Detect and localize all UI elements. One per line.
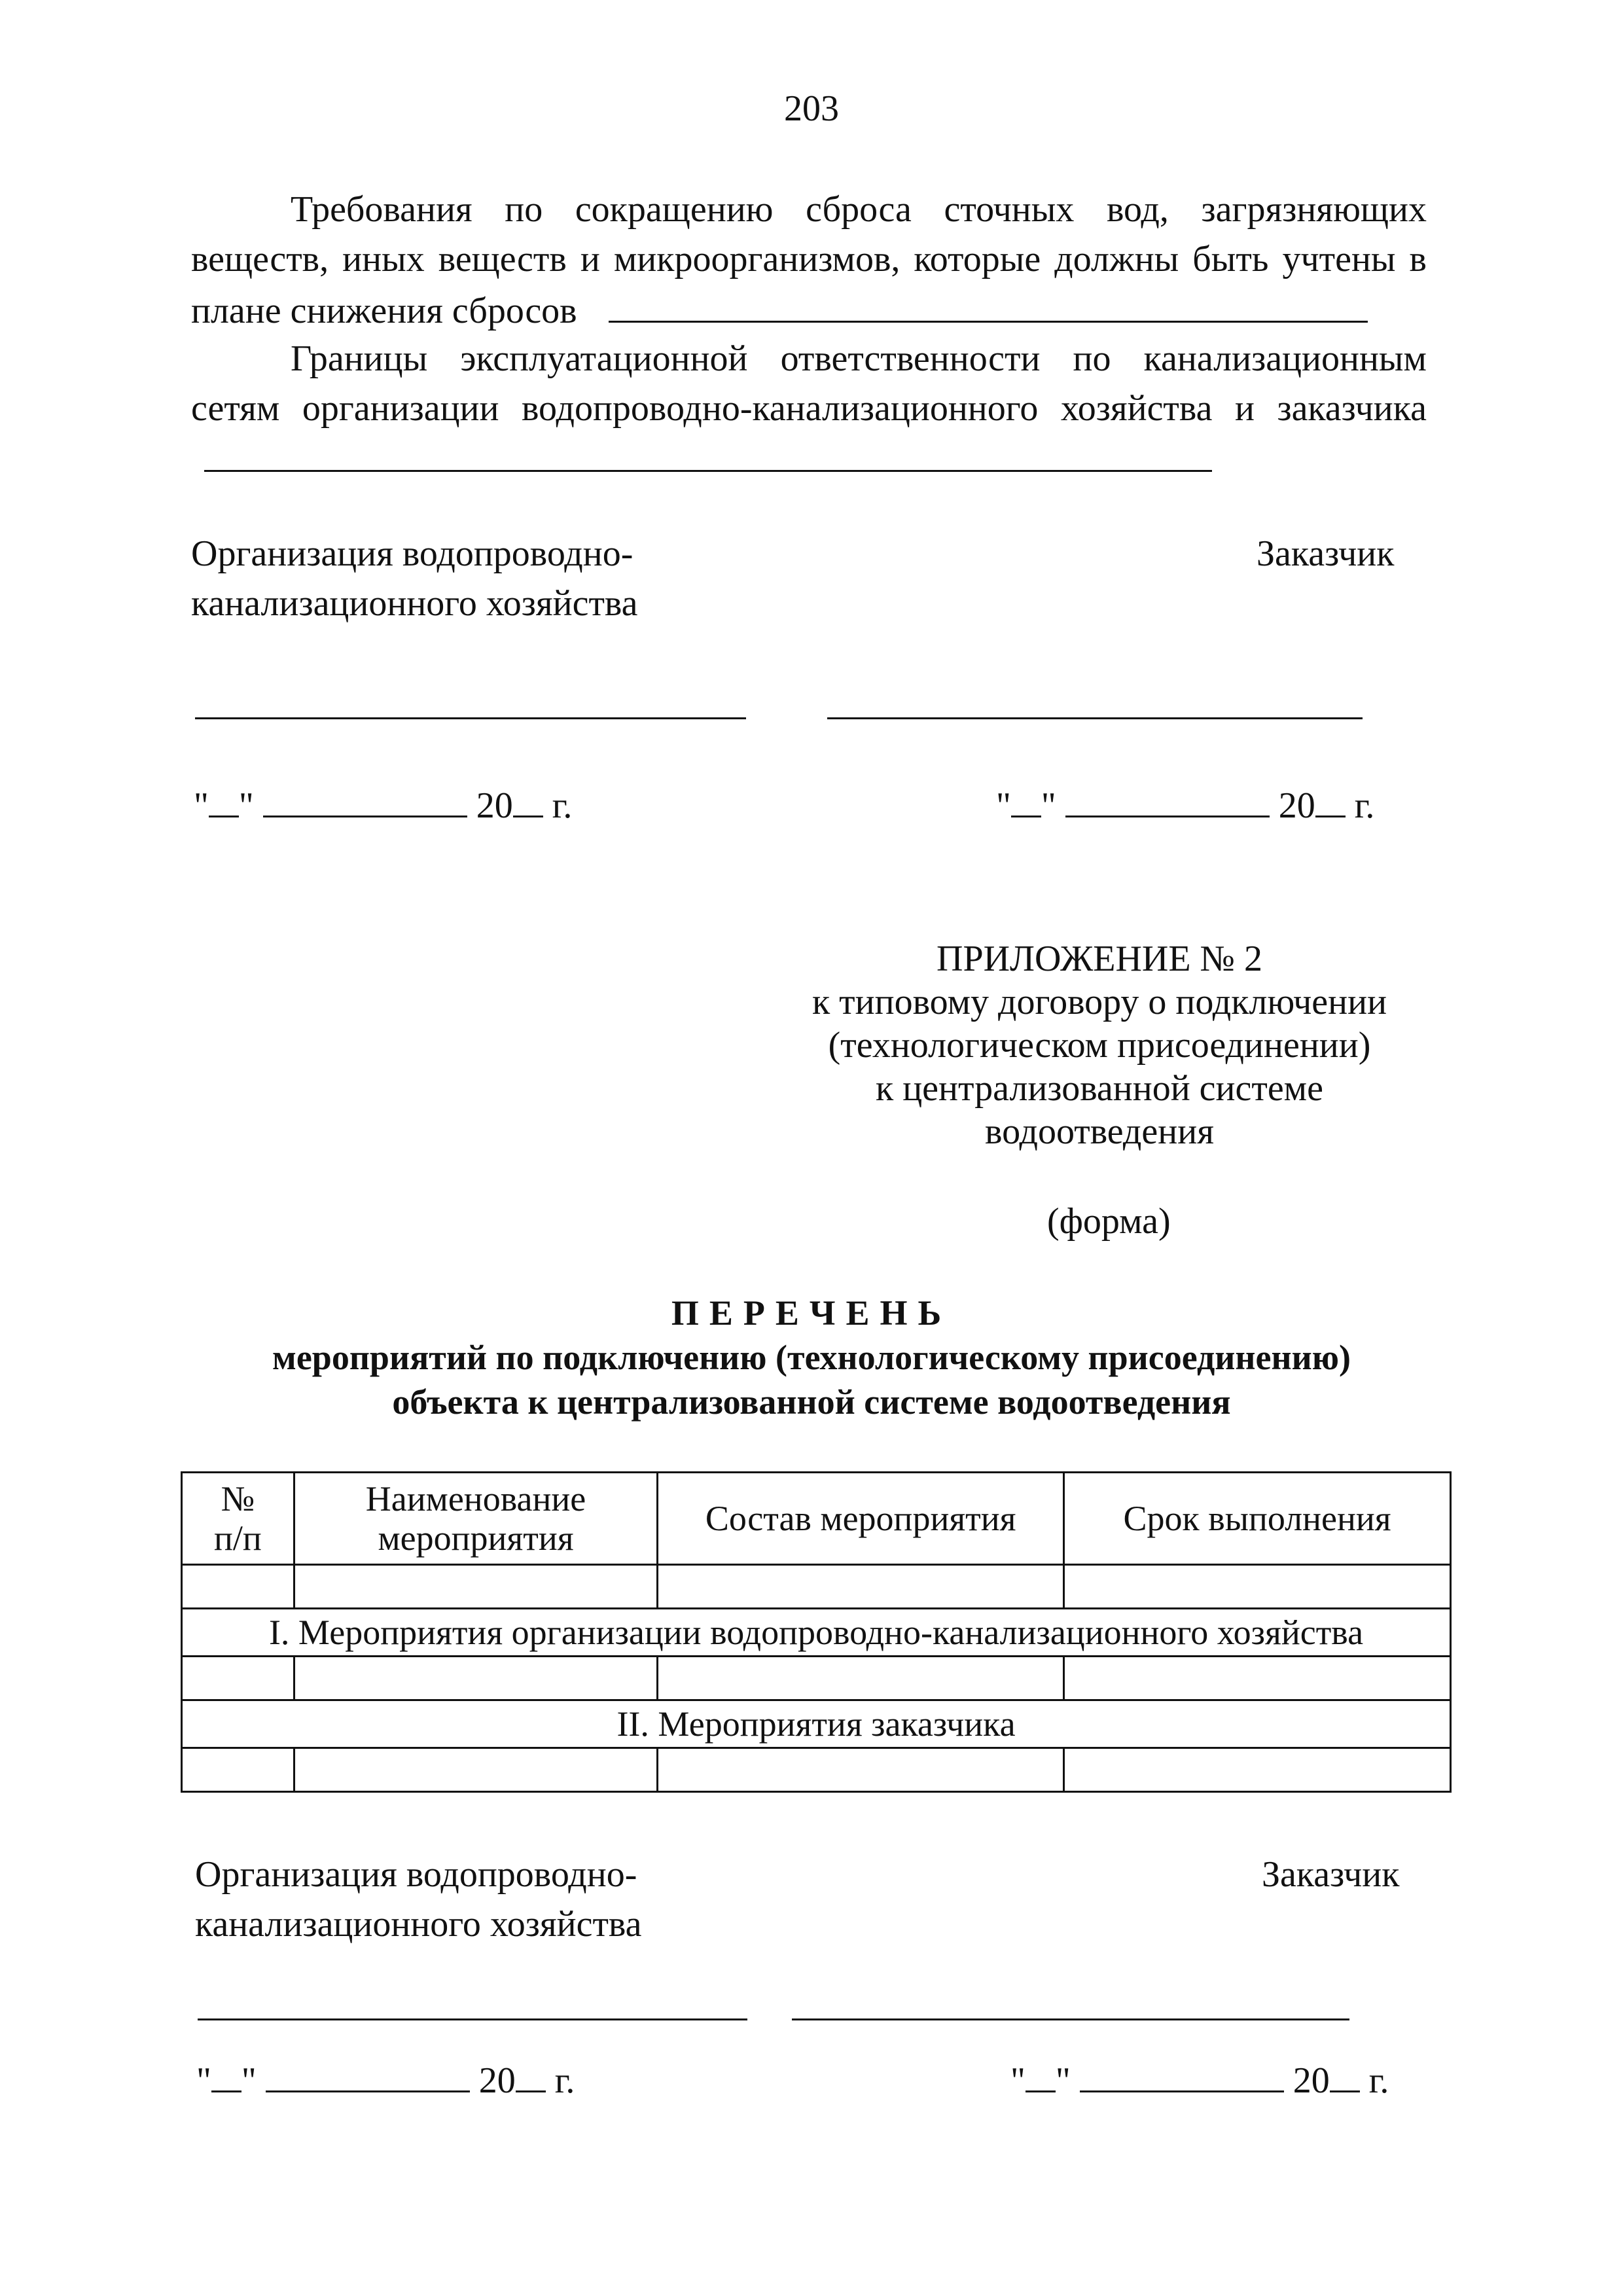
table-cell[interactable] <box>294 1748 658 1792</box>
measures-table <box>181 1471 1452 1793</box>
bottom-org-signature-title <box>195 1850 641 1949</box>
page-number: 203 <box>784 88 839 129</box>
title-line2: объекта к централизованной системе водоотведения <box>392 1382 1231 1422</box>
month-blank[interactable] <box>1065 783 1270 817</box>
table-cell[interactable] <box>182 1657 294 1700</box>
top-org-title-line2: канализационного хозяйства <box>191 583 638 624</box>
table-cell[interactable] <box>294 1565 658 1609</box>
section-org-title: I. Мероприятия организации водопроводно-канализационного хозяйства <box>182 1609 1451 1657</box>
table-header-row <box>182 1473 1451 1565</box>
year-blank[interactable] <box>1330 2058 1360 2092</box>
table-cell[interactable] <box>294 1657 658 1700</box>
boundaries-blank-line[interactable] <box>204 433 1212 472</box>
top-customer-signature-line[interactable] <box>827 717 1363 719</box>
year-blank[interactable] <box>513 783 543 817</box>
header-deadline: Срок выполнения <box>1064 1473 1451 1565</box>
top-org-signature-title <box>191 529 637 628</box>
document-title <box>0 1291 1623 1424</box>
day-blank[interactable] <box>209 783 239 817</box>
table-row <box>182 1657 1451 1700</box>
title-heading: ПЕРЕЧЕНЬ <box>671 1293 952 1333</box>
requirements-text: Требования по сокращению сброса сточных вод, загрязняющих веществ, иных веществ и микроорганизмов, которые должны быть учтены в плане снижения сбросов <box>191 189 1427 331</box>
month-blank[interactable] <box>1080 2058 1284 2092</box>
year-blank[interactable] <box>516 2058 546 2092</box>
table-cell[interactable] <box>1064 1565 1451 1609</box>
month-blank[interactable] <box>266 2058 470 2092</box>
requirements-blank-line[interactable] <box>609 284 1368 323</box>
bottom-org-signature-line[interactable] <box>198 2018 747 2020</box>
table-cell[interactable] <box>182 1748 294 1792</box>
bottom-org-title-line1: Организация водопроводно- <box>195 1854 637 1895</box>
appendix-line4: к централизованной системе <box>876 1068 1323 1109</box>
bottom-org-date: " " 20 г. <box>196 2058 575 2100</box>
appendix-line5: водоотведения <box>985 1111 1214 1152</box>
bottom-customer-signature-line[interactable] <box>792 2018 1349 2020</box>
table-row <box>182 1748 1451 1792</box>
section-row-org <box>182 1609 1451 1657</box>
day-blank[interactable] <box>1026 2058 1056 2092</box>
year-blank[interactable] <box>1315 783 1346 817</box>
table-cell[interactable] <box>658 1657 1064 1700</box>
boundaries-text: Границы эксплуатационной ответственности по канализационным сетям организации водопроводно-канализационного хозяйства и заказчика <box>191 338 1427 429</box>
bottom-customer-date: " " 20 г. <box>1010 2058 1389 2100</box>
form-label: (форма) <box>1047 1201 1171 1242</box>
header-num: № п/п <box>182 1473 294 1565</box>
appendix-line3: (технологическом присоединении) <box>828 1025 1371 1066</box>
table-cell[interactable] <box>658 1748 1064 1792</box>
bottom-customer-signature-title: Заказчик <box>1262 1854 1400 1895</box>
requirements-paragraph <box>191 185 1427 336</box>
table-cell[interactable] <box>1064 1657 1451 1700</box>
section-customer-title: II. Мероприятия заказчика <box>182 1700 1451 1748</box>
appendix-line2: к типовому договору о подключении <box>812 982 1387 1022</box>
table-cell[interactable] <box>182 1565 294 1609</box>
day-blank[interactable] <box>211 2058 241 2092</box>
header-name: Наименование мероприятия <box>294 1473 658 1565</box>
top-customer-date: " " 20 г. <box>996 783 1374 825</box>
table-cell[interactable] <box>658 1565 1064 1609</box>
table-row <box>182 1565 1451 1609</box>
boundaries-paragraph <box>191 334 1427 485</box>
top-org-signature-line[interactable] <box>195 717 746 719</box>
appendix-header <box>746 937 1453 1153</box>
bottom-org-title-line2: канализационного хозяйства <box>195 1904 642 1945</box>
top-org-date: " " 20 г. <box>194 783 572 825</box>
table-cell[interactable] <box>1064 1748 1451 1792</box>
top-customer-signature-title: Заказчик <box>1257 533 1395 574</box>
top-org-title-line1: Организация водопроводно- <box>191 533 633 574</box>
appendix-number: ПРИЛОЖЕНИЕ № 2 <box>936 939 1262 979</box>
section-row-customer <box>182 1700 1451 1748</box>
title-line1: мероприятий по подключению (технологическому присоединению) <box>272 1338 1351 1377</box>
day-blank[interactable] <box>1011 783 1041 817</box>
month-blank[interactable] <box>263 783 467 817</box>
header-composition: Состав мероприятия <box>658 1473 1064 1565</box>
